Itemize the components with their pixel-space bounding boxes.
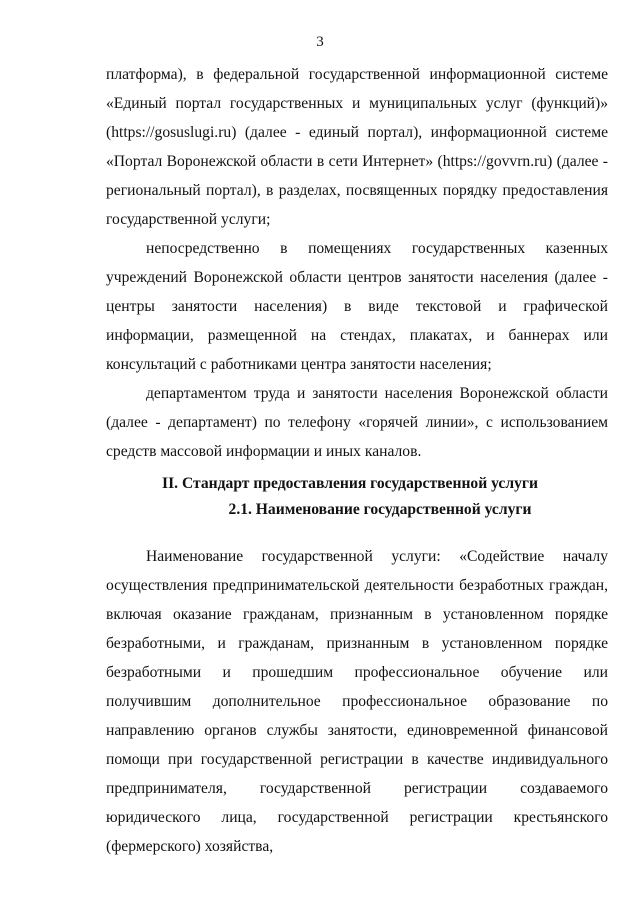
paragraph-info-department: департаментом труда и занятости населения Воронежской области (далее - департамент) по телефону «горячей линии», с использованием средств массовой информации и иных каналов. bbox=[106, 385, 608, 460]
paragraph-info-portals: платформа), в федеральной государственной информационной системе «Единый портал государственных и муниципальных услуг (функций)» (https://gosuslugi.ru) (далее - единый портал), информационной системе «Портал Воронежской области в сети Интернет» (https://govvrn.ru) (далее - региональный портал), в разделах, посвященных порядку предоставления государственной услуги; bbox=[106, 66, 608, 228]
text-block-bottom bbox=[106, 542, 608, 861]
section-heading: II. Стандарт предоставления государственной услуги bbox=[162, 475, 538, 492]
subsection-heading: 2.1. Наименование государственной услуги bbox=[228, 501, 532, 518]
text-block-top bbox=[106, 60, 608, 466]
page-number: 3 bbox=[316, 34, 324, 50]
paragraph-info-centers: непосредственно в помещениях государственных казенных учреждений Воронежской области центров занятости населения (далее - центры занятости населения) в виде текстовой и графической информации, размещенной на стендах, плакатах, и баннерах или консультаций с работниками центра занятости населения; bbox=[106, 240, 608, 373]
paragraph-service-name: Наименование государственной услуги: «Содействие началу осуществления предпринимательской деятельности безработных граждан, включая оказание гражданам, признанным в установленном порядке безработными, и гражданам, признанным в установленном порядке безработными и прошедшим профессиональное обучение или получившим дополнительное профессиональное образование по направлению органов службы занятости, единовременной финансовой помощи при государственной регистрации в качестве индивидуального предпринимателя, государственной регистрации создаваемого юридического лица, государственной регистрации крестьянского (фермерского) хозяйства, bbox=[106, 548, 608, 855]
